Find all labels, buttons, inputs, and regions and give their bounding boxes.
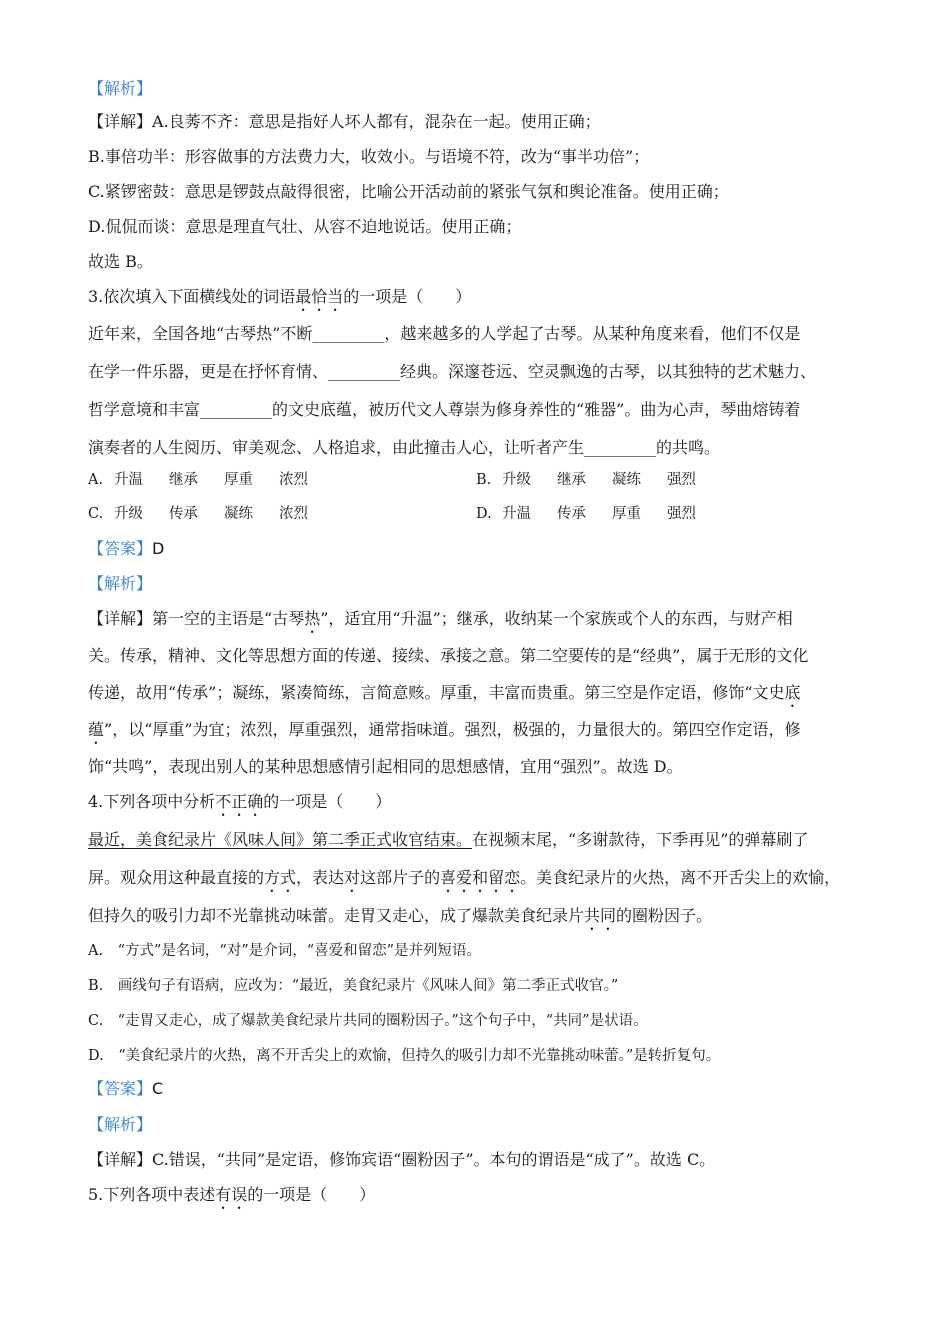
q4-stem-end: 的一项是（ ） [263,792,392,811]
detail-text: ”，适宜用“升温”；继承，收纳某一个家族或个人的东西，与财产相 [320,609,793,628]
q5-emphasis: 有误 [215,1185,248,1204]
passage-text: 在视频末尾，“多谢款待，下季再见”的弹幕刷了 [472,830,809,849]
answer-label: 【答案】 [88,539,153,558]
q3-answer [88,537,164,560]
q3-option-a[interactable] [88,469,476,492]
option-letter: B. [476,472,492,488]
q3-stem-end: 的一项是（ ） [343,287,472,306]
option-word: 升级 [114,506,143,522]
option-word: 升级 [502,472,531,488]
option-word: 强烈 [667,506,696,522]
q3-analysis-tag [88,572,152,595]
q3-detail-line1 [88,607,793,637]
option-word: 凝练 [612,472,641,488]
analysis-label: 【解析】 [88,79,153,98]
answer-value: D [152,539,165,558]
q3-option-d[interactable] [476,503,864,526]
q3-option-b[interactable] [476,469,864,492]
passage-text: 但持久的吸引力却不光靠挑动味蕾。走胃又走心，成了爆款美食纪录片 [88,906,585,925]
q3-detail-line5: 饰“共鸣”，表现出别人的某种思想感情引起相同的思想感情，宜用“强烈”。故选 D。 [88,757,683,776]
detail-label: 【详解】 [88,609,153,628]
option-word: 浓烈 [279,472,308,488]
detail-emphasis: 蕴 [88,720,105,739]
option-letter: A. [88,472,104,488]
q3-options-row1 [88,469,864,492]
answer-label: 【答案】 [88,1079,153,1098]
detail-label: 【详解】 [88,112,153,131]
q4-analysis-tag [88,1113,152,1136]
q3-passage-line4: 演奏者的人生阅历、审美观念、人格追求，由此撞击人心，让听者产生_________的共鸣。 [88,438,721,457]
option-word: 升温 [114,472,143,488]
q4-stem [88,790,391,820]
detail-emphasis: 底 [784,683,801,702]
q3-stem [88,285,471,315]
detail-label: 【详解】 [88,1150,153,1169]
detail-emphasis: 热 [304,609,321,628]
q3-detail-line4 [88,718,801,748]
q4-stem-text: 4.下列各项中分析 [88,792,216,811]
option-word: 厚重 [612,506,641,522]
q2-detail-line4: D.侃侃而谈：意思是理直气壮、从容不迫地说话。使用正确； [88,217,522,236]
option-word: 继承 [557,472,586,488]
q2-explanation-a: A.良莠不齐：意思是指好人坏人都有，混杂在一起。使用正确； [152,112,601,131]
q2-detail-line3: C.紧锣密鼓：意思是锣鼓点敲得很密，比喻公开活动前的紧张气氛和舆论准备。使用正确； [88,182,729,201]
option-word: 凝练 [224,506,253,522]
option-word: 浓烈 [279,506,308,522]
q5-stem-end: 的一项是（ ） [247,1185,376,1204]
q4-option-c[interactable]: C. “走胃又走心，成了爆款美食纪录片共同的圈粉因子。”这个句子中，“共同”是状语。 [88,1013,648,1029]
option-word: 传承 [169,506,198,522]
q4-option-a[interactable]: A. “方式”是名词，“对”是介词，“喜爱和留恋”是并列短语。 [88,943,482,959]
q4-passage-line2 [88,866,840,896]
q5-stem [88,1183,375,1213]
passage-emphasis: 对 [344,868,361,887]
q3-stem-text: 3.依次填入下面横线处的词语 [88,287,296,306]
passage-emphasis: 喜爱和留恋 [440,868,521,887]
passage-text: 。美食纪录片的火热，离不开舌尖上的欢愉， [520,868,841,887]
passage-text: ，表达 [296,868,345,887]
q3-options-row2 [88,503,864,526]
detail-text: 传递，故用“传承”；凝练，紧凑简练，言简意赅。厚重，丰富而贵重。第三空是作定语，修饰“文史 [88,683,785,702]
passage-emphasis: 方式 [264,868,297,887]
q2-detail-line1 [88,110,601,133]
answer-value: C [152,1079,164,1098]
passage-text: 屏。观众用这种最直接的 [88,868,265,887]
q2-conclusion: 故选 B。 [88,252,153,271]
q4-passage-line1 [88,828,808,851]
underlined-sentence: 最近，美食纪录片《风味人间》第二季正式收官结束。 [88,830,473,849]
option-word: 升温 [502,506,531,522]
q2-analysis-tag [88,77,152,100]
option-letter: D. [476,506,492,522]
option-letter: C. [88,506,104,522]
passage-text: 这部片子的 [360,868,441,887]
q4-option-b[interactable]: B. 画线句子有语病，应改为：“最近，美食纪录片《风味人间》第二季正式收官。” [88,978,619,994]
analysis-label: 【解析】 [88,1115,153,1134]
detail-text: ”，以“厚重”为宜；浓烈，厚重强烈，通常指味道。强烈，极强的，力量很大的。第四空作定语，修 [104,720,801,739]
q3-passage-line2: 在学一件乐器，更是在抒怀育情、_________经典。深邃苍远、空灵飘逸的古琴，以其独特的艺术魅力、 [88,362,817,381]
detail-text: C.错误，“共同”是定语，修饰宾语“圈粉因子”。本句的谓语是“成了”。故选 C。 [152,1150,716,1169]
q4-option-d[interactable]: D. “美食纪录片的火热，离不开舌尖上的欢愉，但持久的吸引力却不光靠挑动味蕾。”是转折复句。 [88,1048,721,1064]
analysis-label: 【解析】 [88,574,153,593]
q4-answer [88,1077,163,1100]
option-word: 强烈 [667,472,696,488]
q4-detail [88,1148,715,1171]
q3-detail-line2: 关。传承，精神、文化等思想方面的传递、接续、承接之意。第二空要传的是“经典”，属于无形的文化 [88,646,809,665]
q3-emphasis: 最恰当 [295,287,344,306]
q5-stem-text: 5.下列各项中表述 [88,1185,216,1204]
q4-passage-line3 [88,904,712,934]
option-word: 继承 [169,472,198,488]
q2-detail-line2: B.事倍功半：形容做事的方法费力大，收效小。与语境不符，改为“事半功倍”； [88,147,650,166]
q3-passage-line3: 哲学意境和丰富_________的文史底蕴，被历代文人尊崇为修身养性的“雅器”。曲为心声，琴曲熔铸着 [88,400,801,419]
passage-text: 的圈粉因子。 [616,906,713,925]
q3-option-c[interactable] [88,503,476,526]
q4-emphasis: 不正确 [215,792,264,811]
passage-emphasis: 共同 [584,906,617,925]
q3-detail-line3 [88,681,801,711]
q3-passage-line1: 近年来，全国各地“古琴热”不断_________，越来越多的人学起了古琴。从某种角度来看，他们不仅是 [88,324,801,343]
detail-text: 第一空的主语是“古琴 [152,609,305,628]
option-word: 传承 [557,506,586,522]
option-word: 厚重 [224,472,253,488]
